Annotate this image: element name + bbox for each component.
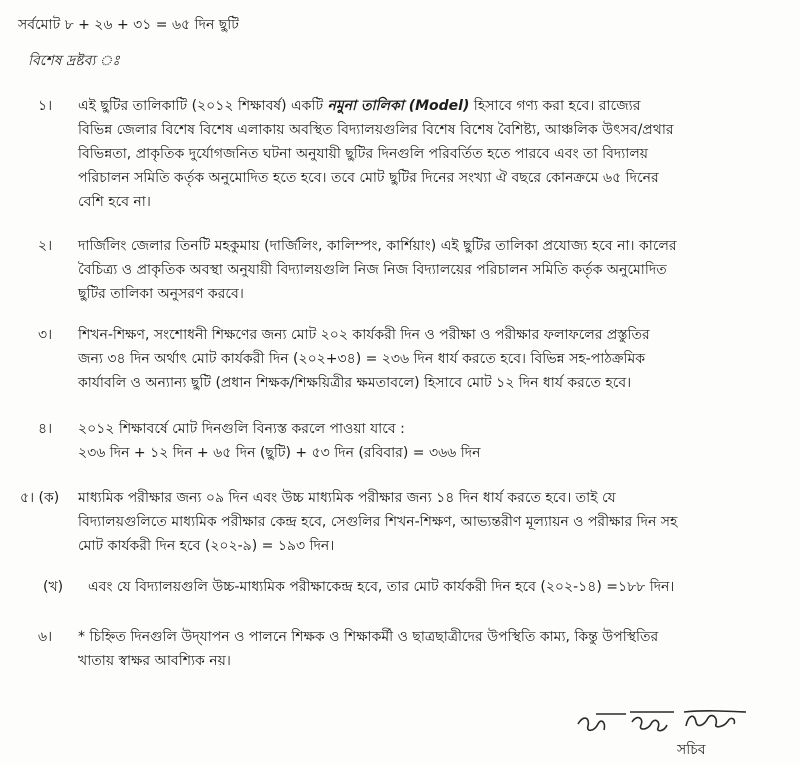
note-4-line-1: ২০১২ শিক্ষাবর্ষে মোট দিনগুলি বিন্যস্ত করলে পাওয়া যাবে : bbox=[78, 421, 405, 437]
note-3-line-3: কার্যাবলি ও অন্যান্য ছুটি (প্রধান শিক্ষক/শিক্ষয়িত্রীর ক্ষমতাবলে) হিসাবে মোট ১২ দিন ধার্য করতে হবে। bbox=[78, 375, 632, 391]
note-1-line-2: বিভিন্ন জেলার বিশেষ বিশেষ এলাকায় অবস্থিত বিদ্যালয়গুলির বিশেষ বিশেষ বৈশিষ্ট্য, আঞ্চলিক উৎসব/প্রথার bbox=[78, 122, 674, 138]
note-4-line-2: ২৩৬ দিন + ১২ দিন + ৬৫ দিন (ছুটি) + ৫৩ দিন (রবিবার) = ৩৬৬ দিন bbox=[78, 445, 481, 461]
note-3-line-2: জন্য ৩৪ দিন অর্থাৎ মোট কার্যকরী দিন (২০২+৩৪) = ২৩৬ দিন ধার্য করতে হবে। বিভিন্ন সহ-পাঠক্রমিক bbox=[78, 351, 646, 367]
notes-heading: বিশেষ দ্রষ্টব্য ঃ bbox=[28, 53, 120, 69]
note-5b-number: (খ) bbox=[43, 579, 64, 595]
note-5-line-3: মোট কার্যকরী দিন হবে (২০২-৯) = ১৯৩ দিন। bbox=[78, 538, 335, 554]
note-3-line-1: শিখন-শিক্ষণ, সংশোধনী শিক্ষণের জন্য মোট ২০২ কার্যকরী দিন ও পরীক্ষা ও পরীক্ষার ফলাফলের প্রস্তুতির bbox=[78, 327, 650, 343]
note-6-number: ৬। bbox=[38, 629, 53, 645]
note-1-line-1: এই ছুটির তালিকাটি (২০১২ শিক্ষাবর্ষ) একটি নমুনা তালিকা (Model) হিসাবে গণ্য করা হবে। রাজ্যের bbox=[78, 98, 641, 114]
note-1-line-3: বিভিন্নতা, প্রাকৃতিক দুর্যোগজনিত ঘটনা অনুযায়ী ছুটির দিনগুলি পরিবর্তিত হতে পারবে এবং তা বিদ্যালয় bbox=[78, 146, 649, 162]
total-summary: সর্বমোট ৮ + ২৬ + ৩১ = ৬৫ দিন ছুটি bbox=[18, 17, 239, 33]
note-5-number: ৫। (ক) bbox=[20, 490, 60, 506]
designation: সচিব bbox=[677, 742, 706, 758]
note-2-line-3: ছুটির তালিকা অনুসরণ করবে। bbox=[78, 286, 244, 302]
note-1-line-5: বেশি হবে না। bbox=[78, 194, 151, 210]
note-1-number: ১। bbox=[38, 98, 53, 114]
note-5b-line-1: এবং যে বিদ্যালয়গুলি উচ্চ-মাধ্যমিক পরীক্ষাকেন্দ্র হবে, তার মোট কার্যকরী দিন হবে (২০২-১৪) =১৮৮ দিন। bbox=[88, 579, 675, 595]
note-2-number: ২। bbox=[38, 238, 53, 254]
signature bbox=[574, 700, 784, 740]
note-2-line-2: বৈচিত্র্য ও প্রাকৃতিক অবস্থা অনুযায়ী বিদ্যালয়গুলি নিজ নিজ বিদ্যালয়ের পরিচালন সমিতি কর্তৃক অনুমোদিত bbox=[78, 262, 667, 278]
note-4-number: ৪। bbox=[38, 421, 53, 437]
note-6-line-1: * চিহ্নিত দিনগুলি উদ্‌যাপন ও পালনে শিক্ষক ও শিক্ষাকর্মী ও ছাত্রছাত্রীদের উপস্থিতি কাম্য, কিন্তু উপস্থিতির bbox=[78, 629, 659, 645]
note-1-line-4: পরিচালন সমিতি কর্তৃক অনুমোদিত হতে হবে। তবে মোট ছুটির দিনের সংখ্যা ঐ বছরে কোনক্রমে ৬৫ দিনের bbox=[78, 170, 659, 186]
note-6-line-2: খাতায় স্বাক্ষর আবশ্যিক নয়। bbox=[78, 653, 231, 669]
note-3-number: ৩। bbox=[38, 327, 53, 343]
note-5-line-1: মাধ্যমিক পরীক্ষার জন্য ০৯ দিন এবং উচ্চ মাধ্যমিক পরীক্ষার জন্য ১৪ দিন ধার্য করতে হবে। তাই যে bbox=[78, 490, 616, 506]
note-2-line-1: দার্জিলিং জেলার তিনটি মহকুমায় (দার্জিলিং, কালিম্পং, কার্শিয়াং) এই ছুটির তালিকা প্রযোজ্য হবে না। কালের bbox=[78, 238, 677, 254]
note-5-line-2: বিদ্যালয়গুলিতে মাধ্যমিক পরীক্ষার কেন্দ্র হবে, সেগুলির শিখন-শিক্ষণ, আভ্যন্তরীণ মূল্যায়ন ও পরীক্ষার দিন সহ bbox=[78, 514, 678, 530]
